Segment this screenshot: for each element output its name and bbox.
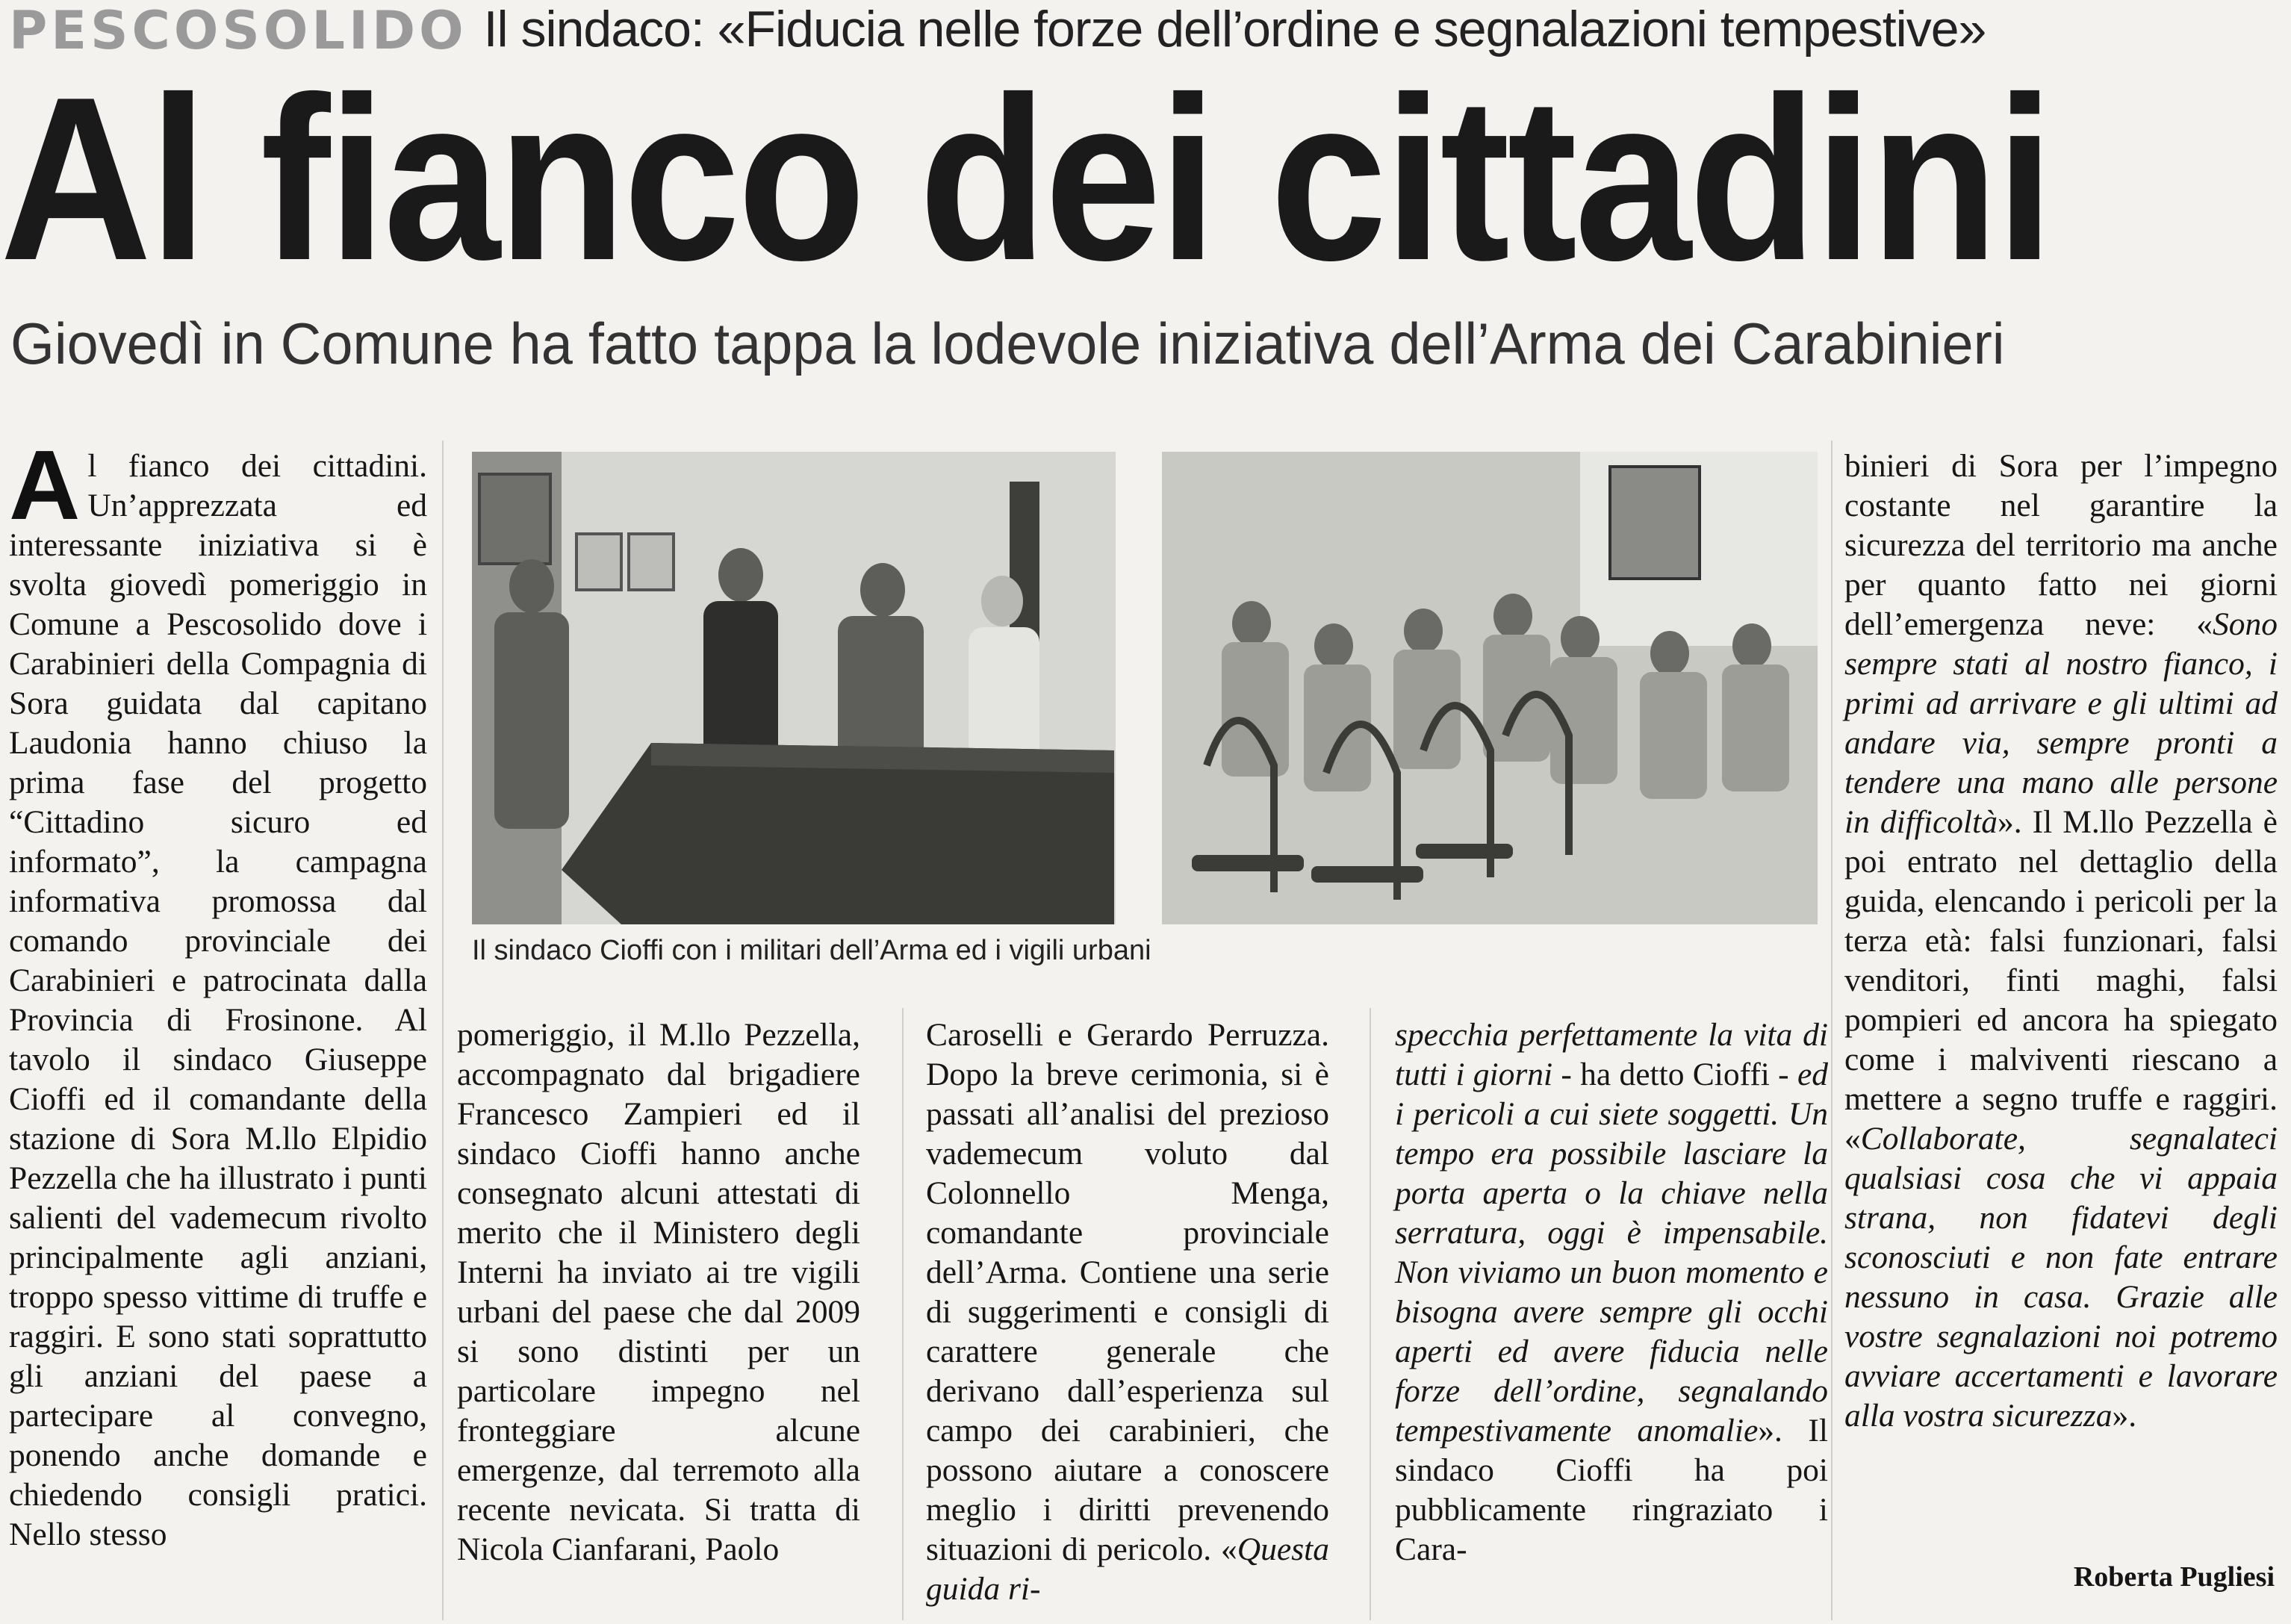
subheadline: Il sindaco: «Fiducia nelle forze dell’ordine e segnalazioni tempestive» [483, 1, 1986, 57]
column-5-text-b: ». Il M.llo Pezzella è poi entrato nel dettaglio della guida, elencando i pericoli per la terza età: falsi funzionari, falsi venditori, finti maghi, falsi pompieri ed ancora ha spiegato come i malviventi riescano a mettere a segno truffe e raggiri. « [1844, 804, 2278, 1157]
column-3-quote: Questa guida ri- [926, 1531, 1329, 1607]
column-1-text: l fianco dei cittadini. Un’apprezzata ed interessante iniziativa si è svolta giovedì pomeriggio in Comune a Pescosolido dove i Carabinieri della Compagnia di Sora guidata dal capitano Laudonia hanno chiuso la prima fase del progetto “Cittadino sicuro ed informato”, la campagna informativa promossa dal comando provinciale dei Carabinieri e patrocinata dalla Provincia di Frosinone. Al tavolo il sindaco Giuseppe Cioffi ed il comandante della stazione di Sora M.llo Elpidio Pezzella che ha illustrato i punti salienti del vademecum rivolto principalmente agli anziani, troppo spesso vittime di truffe e raggiri. E sono stati soprattutto gli anziani del paese a partecipare al convegno, ponendo anche domande e chiedendo consigli pratici. Nello stesso [9, 448, 427, 1552]
column-rule [902, 1008, 904, 1620]
column-3-text: Caroselli e Gerardo Perruzza. Dopo la breve cerimonia, si è passati all’analisi del prezioso vademecum voluto dal Colonnello Menga, comandante provinciale dell’Arma. Contiene una serie di suggerimenti e consigli di carattere generale che derivano dall’esperienza sul campo dei carabinieri, che possono aiutare a conoscere meglio i diritti prevenendo situazioni di pericolo. « [926, 1017, 1329, 1567]
column-5-quote-a: Sono sempre stati al nostro fianco, i primi ad arrivare e gli ultimi ad andare via, sempre pronti a tendere una mano alle persone in difficoltà [1844, 606, 2278, 840]
photo-audience-illustration [1162, 452, 1818, 924]
deck-subtitle: Giovedì in Comune ha fatto tappa la lodevole iniziativa dell’Arma dei Carabinieri [10, 311, 2005, 376]
main-headline: Al fianco dei cittadini [0, 49, 2052, 309]
photo-officials-illustration [472, 452, 1116, 924]
article-column-4 [1395, 1015, 1828, 1569]
location-kicker: PESCOSOLIDO [9, 0, 467, 61]
column-2-text: pomeriggio, il M.llo Pezzella, accompagnato dal brigadiere Francesco Zampieri ed il sindaco Cioffi hanno anche consegnato alcuni attestati di merito che il Ministero degli Interni ha inviato ai tre vigili urbani del paese che dal 2009 si sono distinti per un particolare impegno nel fronteggiare alcune emergenze, dal terremoto alla recente nevicata. Si tratta di Nicola Cianfarani, Paolo [457, 1017, 860, 1567]
column-rule [1831, 441, 1833, 1620]
quote-attribution: - ha detto Cioffi - [1552, 1057, 1797, 1092]
column-rule [1370, 1008, 1371, 1620]
quote-part-1: specchia perfettamente la vita di tutti i giorni [1395, 1017, 1828, 1092]
column-4-text: ». Il sindaco Cioffi ha poi pubblicamente ringraziato i Cara- [1395, 1413, 1829, 1567]
column-5-text-c: ». [2112, 1398, 2137, 1434]
photo-caption: Il sindaco Cioffi con i militari dell’Arma ed i vigili urbani [472, 935, 1151, 966]
column-rule [442, 441, 444, 1620]
photo-officials-at-table [472, 452, 1116, 924]
article-column-5 [1844, 447, 2278, 1436]
column-5-text-a: binieri di Sora per l’impegno costante nel garantire la sicurezza del territorio ma anche per quanto fatto nei giorni dell’emergenza neve: « [1844, 448, 2278, 642]
quote-part-2: ed i pericoli a cui siete soggetti. Un tempo era possibile lasciare la porta aperta o la chiave nella serratura, oggi è impensabile. Non viviamo un buon momento e bisogna avere sempre gli occhi aperti ed avere fiducia nelle forze dell’ordine, segnalando tempestivamente anomalie [1395, 1057, 1829, 1449]
drop-cap: A [9, 430, 81, 540]
photo-audience [1162, 452, 1818, 924]
article-column-3 [926, 1015, 1329, 1609]
author-byline: Roberta Pugliesi [2073, 1561, 2275, 1593]
column-5-quote-b: Collaborate, segnalateci qualsiasi cosa che vi appaia strana, non fidatevi degli sconosciuti e non fate entrare nessuno in casa. Grazie alle vostre segnalazioni noi potremo avviare accertamenti e lavorare alla vostra sicurezza [1844, 1121, 2278, 1434]
article-column-2 [457, 1015, 860, 1569]
article-column-1 [9, 430, 427, 1555]
